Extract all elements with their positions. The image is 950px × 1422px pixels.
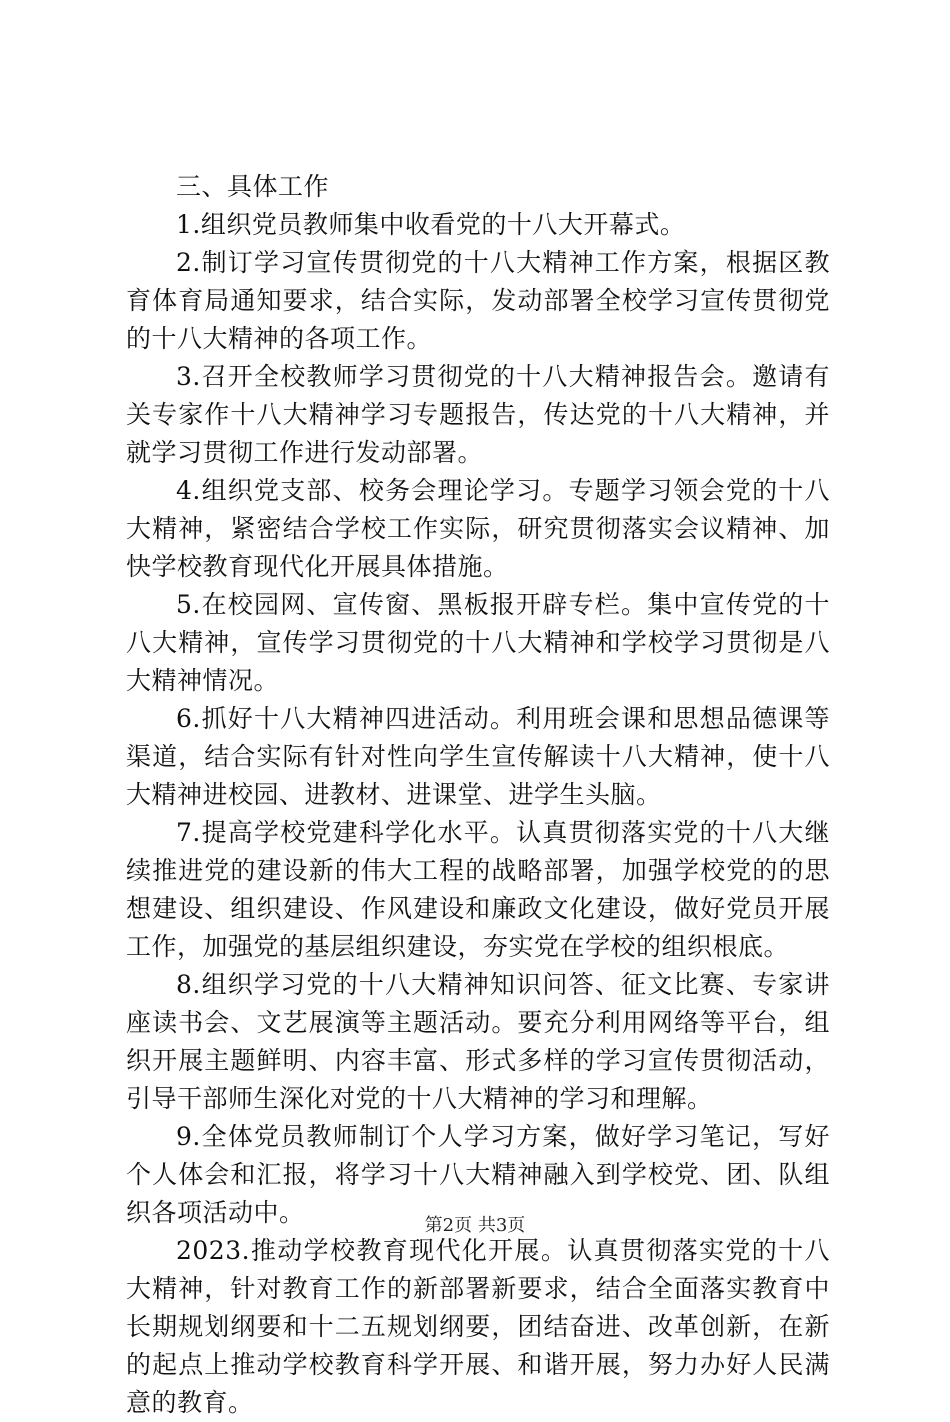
- paragraph-1: 1.组织党员教师集中收看党的十八大开幕式。: [176, 210, 686, 239]
- page-footer: 第2页 共3页: [424, 1215, 526, 1236]
- paragraph-4: 4.组织党支部、校务会理论学习。专题学习领会党的十八大精神，紧密结合学校工作实际，研究贯彻落实会议精神、加快学校教育现代化开展具体措施。: [126, 476, 830, 581]
- section-heading: 三、具体工作: [176, 172, 330, 201]
- paragraph-2: 2.制订学习宣传贯彻党的十八大精神工作方案，根据区教育体育局通知要求，结合实际，发动部署全校学习宣传贯彻党的十八大精神的各项工作。: [126, 248, 830, 353]
- paragraph-7: 7.提高学校党建科学化水平。认真贯彻落实党的十八大继续推进党的建设新的伟大工程的战略部署，加强学校党的的思想建设、组织建设、作风建设和廉政文化建设，做好党员开展工作，加强党的基层组织建设，夯实党在学校的组织根底。: [126, 818, 830, 961]
- paragraph-6: 6.抓好十八大精神四进活动。利用班会课和思想品德课等渠道，结合实际有针对性向学生宣传解读十八大精神，使十八大精神进校园、进教材、进课堂、进学生头脑。: [126, 704, 830, 809]
- paragraph-9: 9.全体党员教师制订个人学习方案，做好学习笔记，写好个人体会和汇报，将学习十八大精神融入到学校党、团、队组织各项活动中。: [126, 1122, 830, 1227]
- paragraph-10: 2023.推动学校教育现代化开展。认真贯彻落实党的十八大精神，针对教育工作的新部署新要求，结合全面落实教育中长期规划纲要和十二五规划纲要，团结奋进、改革创新，在新的起点上推动学校教育科学开展、和谐开展，努力办好人民满意的教育。: [126, 1236, 830, 1417]
- paragraph-3: 3.召开全校教师学习贯彻党的十八大精神报告会。邀请有关专家作十八大精神学习专题报告，传达党的十八大精神，并就学习贯彻工作进行发动部署。: [126, 362, 830, 467]
- paragraph-5: 5.在校园网、宣传窗、黑板报开辟专栏。集中宣传党的十八大精神，宣传学习贯彻党的十八大精神和学校学习贯彻是八大精神情况。: [126, 590, 830, 695]
- paragraph-8: 8.组织学习党的十八大精神知识问答、征文比赛、专家讲座读书会、文艺展演等主题活动。要充分利用网络等平台，组织开展主题鲜明、内容丰富、形式多样的学习宣传贯彻活动，引导干部师生深化对党的十八大精神的学习和理解。: [126, 970, 830, 1113]
